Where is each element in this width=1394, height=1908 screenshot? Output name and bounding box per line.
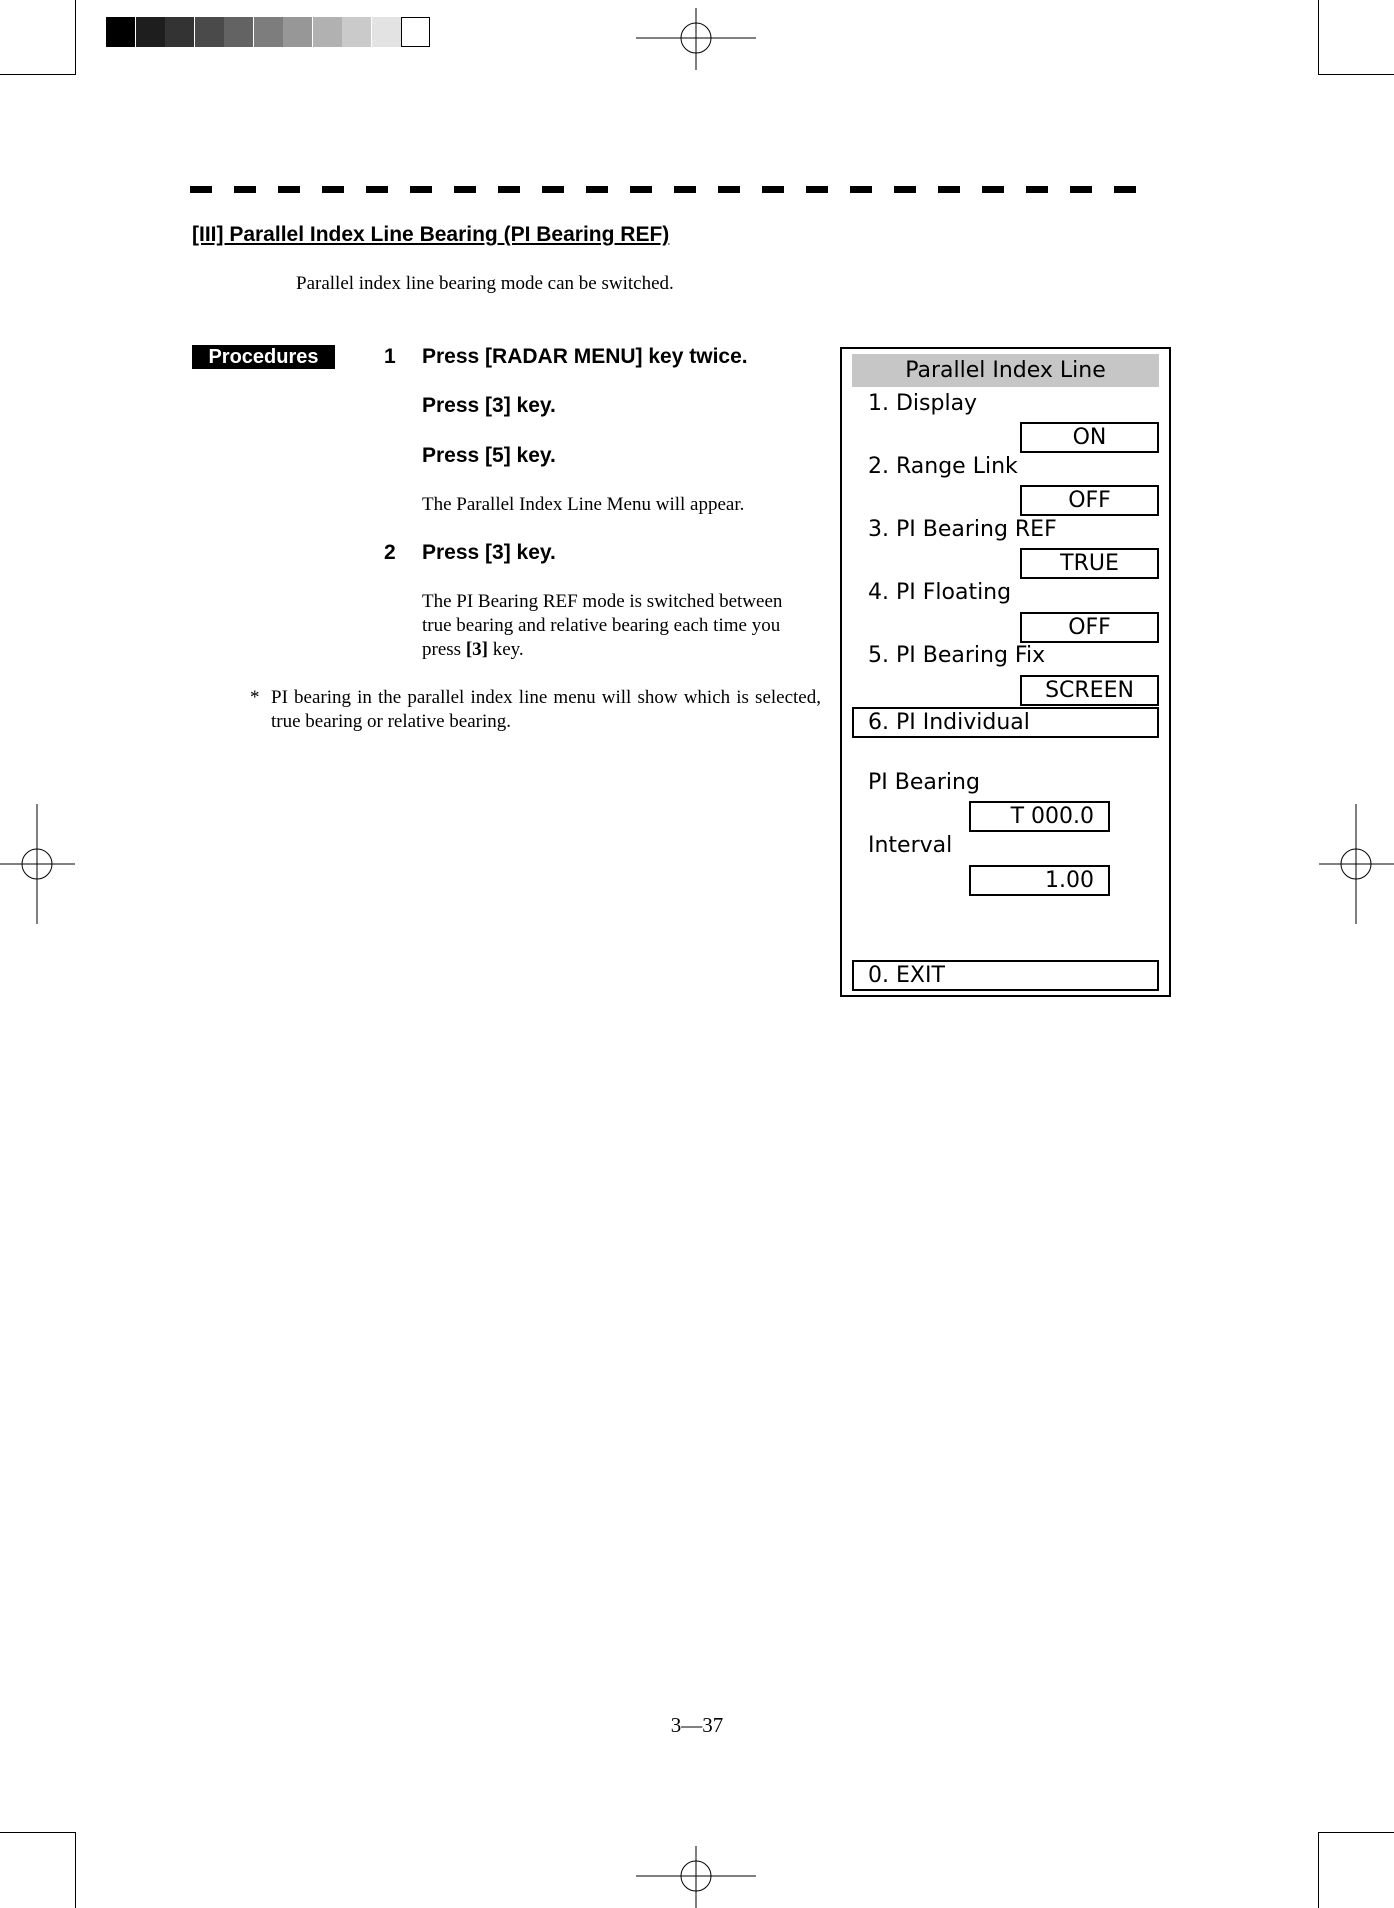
- grayscale-swatch: [342, 17, 371, 47]
- grayscale-swatch: [283, 17, 312, 47]
- procedures-badge: Procedures: [192, 345, 335, 369]
- step-2-note-line-2: true bearing and relative bearing each time you: [422, 615, 781, 636]
- dash-segment: [278, 186, 300, 193]
- dash-segment: [190, 186, 212, 193]
- page-number: 3—37: [670, 1713, 724, 1737]
- dash-segment: [366, 186, 388, 193]
- dash-segment: [1070, 186, 1092, 193]
- dash-segment: [938, 186, 960, 193]
- dash-segment: [542, 186, 564, 193]
- pi-bearing-ref-value[interactable]: TRUE: [1020, 548, 1159, 579]
- grayscale-swatch: [195, 17, 224, 47]
- menu-item-pi-floating[interactable]: 4. PI Floating: [868, 580, 1012, 605]
- step-1-line-2: Press [3] key.: [422, 394, 556, 417]
- pi-bearing-value[interactable]: T 000.0: [969, 801, 1110, 832]
- grayscale-swatch: [401, 17, 430, 47]
- step-2-note-line-3: [422, 638, 782, 662]
- range-link-value[interactable]: OFF: [1020, 485, 1159, 516]
- step-1-line-1: Press [RADAR MENU] key twice.: [422, 345, 748, 368]
- dash-segment: [630, 186, 652, 193]
- dash-segment: [1026, 186, 1048, 193]
- grayscale-swatch: [106, 17, 135, 47]
- menu-item-pi-bearing-ref[interactable]: 3. PI Bearing REF: [868, 517, 1057, 542]
- dash-segment: [718, 186, 740, 193]
- grayscale-swatch: [372, 17, 401, 47]
- step-2-note-suffix: key.: [487, 639, 524, 660]
- step-2-note-key: [3]: [465, 639, 488, 660]
- registration-mark-top: [636, 8, 756, 70]
- dash-segment: [234, 186, 256, 193]
- pi-bearing-label: PI Bearing: [868, 770, 980, 795]
- dash-segment: [586, 186, 608, 193]
- intro-text: Parallel index line bearing mode can be switched.: [296, 273, 674, 294]
- step-2-note-line-1: The PI Bearing REF mode is switched between: [422, 591, 783, 612]
- step-2-note: [422, 590, 782, 662]
- dash-segment: [410, 186, 432, 193]
- pi-bearing-fix-value[interactable]: SCREEN: [1020, 675, 1159, 706]
- menu-title: Parallel Index Line: [852, 354, 1159, 387]
- dash-segment: [1114, 186, 1136, 193]
- registration-mark-right: [1319, 804, 1394, 924]
- step-2-note-prefix: press: [422, 639, 466, 660]
- step-1-number: 1: [384, 345, 396, 368]
- menu-item-pi-individual[interactable]: 6. PI Individual: [852, 707, 1159, 738]
- step-1-line-3: Press [5] key.: [422, 444, 556, 467]
- pi-floating-value[interactable]: OFF: [1020, 612, 1159, 643]
- footnote-text: PI bearing in the parallel index line menu will show which is selected, true bearing or relative bearing.: [271, 687, 821, 732]
- step-2-number: 2: [384, 541, 396, 564]
- dash-segment: [454, 186, 476, 193]
- grayscale-swatch: [136, 17, 165, 47]
- display-value[interactable]: ON: [1020, 422, 1159, 453]
- grayscale-swatch: [165, 17, 194, 47]
- section-heading: [III] Parallel Index Line Bearing (PI Bearing REF): [192, 223, 670, 246]
- grayscale-swatch: [254, 17, 283, 47]
- parallel-index-line-menu: [840, 347, 1171, 997]
- dash-segment: [762, 186, 784, 193]
- grayscale-swatch: [224, 17, 253, 47]
- registration-mark-left: [0, 804, 75, 924]
- grayscale-swatch: [313, 17, 342, 47]
- step-1-note: The Parallel Index Line Menu will appear.: [422, 494, 745, 515]
- dash-segment: [322, 186, 344, 193]
- dash-segment: [498, 186, 520, 193]
- step-2-line: Press [3] key.: [422, 541, 556, 564]
- dash-segment: [982, 186, 1004, 193]
- interval-label: Interval: [868, 833, 953, 858]
- dash-segment: [850, 186, 872, 193]
- menu-item-pi-bearing-fix[interactable]: 5. PI Bearing Fix: [868, 643, 1046, 668]
- menu-item-display[interactable]: 1. Display: [868, 391, 978, 416]
- menu-item-exit[interactable]: 0. EXIT: [852, 960, 1159, 991]
- menu-item-range-link[interactable]: 2. Range Link: [868, 454, 1018, 479]
- dash-segment: [806, 186, 828, 193]
- interval-value[interactable]: 1.00: [969, 865, 1110, 896]
- registration-mark-bottom: [636, 1846, 756, 1908]
- footnote-mark: *: [250, 687, 260, 708]
- dash-segment: [674, 186, 696, 193]
- dash-segment: [894, 186, 916, 193]
